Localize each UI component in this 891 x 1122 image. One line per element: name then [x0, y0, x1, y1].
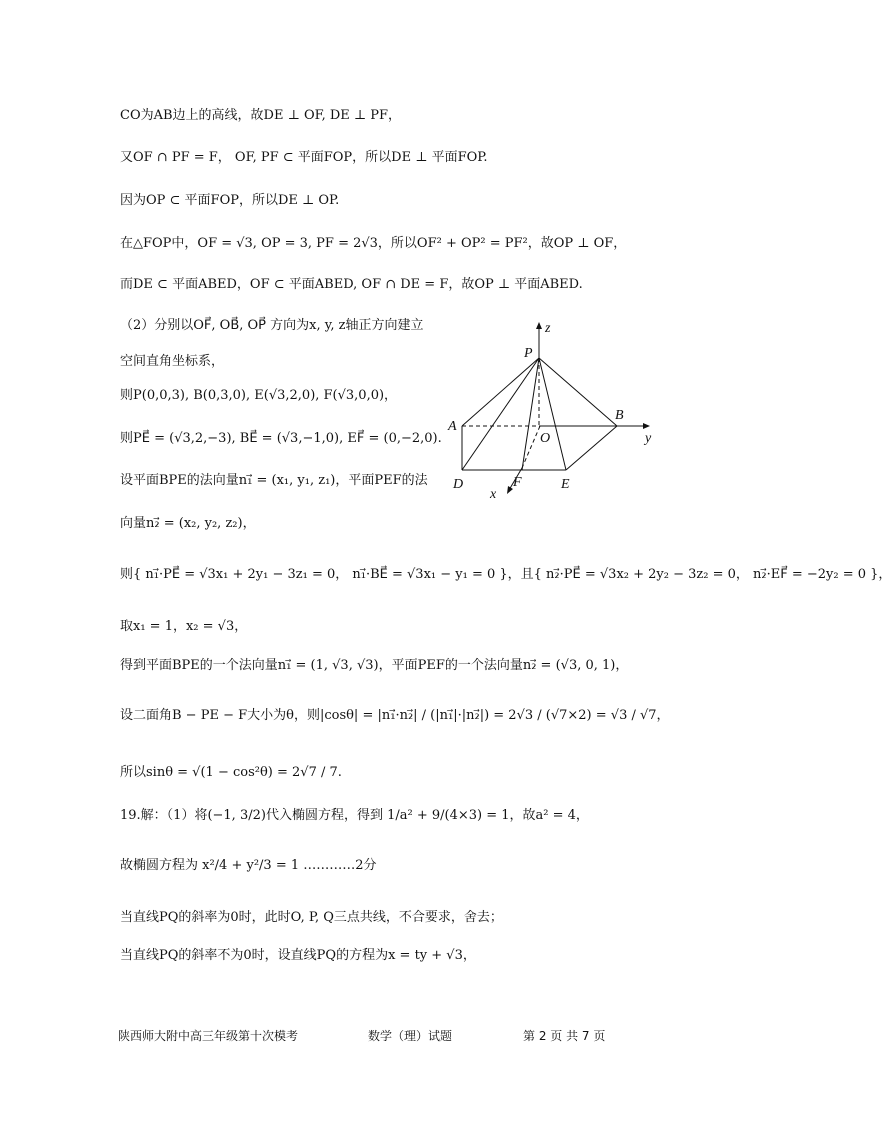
footer-left: 陕西师大附中高三年级第十次模考 — [118, 1029, 299, 1043]
line-5: 而DE ⊂ 平面ABED，OF ⊂ 平面ABED, OF ∩ DE = F，故OP ⊥ 平面ABED. — [120, 277, 583, 292]
label-O: O — [540, 431, 551, 446]
line-18: 故椭圆方程为 x²/4 + y²/3 = 1 …………2分 — [120, 858, 377, 873]
footer-center: 数学（理）试题 — [368, 1029, 453, 1043]
edge-EB — [566, 426, 617, 470]
line-7: 空间直角坐标系， — [120, 354, 225, 369]
label-E: E — [561, 477, 570, 492]
line-14: 得到平面BPE的一个法向量n₁⃗ = (1, √3, √3)，平面PEF的一个法向量n₂⃗ = (√3, 0, 1)， — [120, 658, 629, 673]
line-1: CO为AB边上的高线，故DE ⊥ OF, DE ⊥ PF， — [120, 108, 402, 123]
line-15: 设二面角B − PE − F大小为θ，则|cosθ| = |n₁⃗·n₂⃗| / (|n₁⃗|·|n₂⃗|) = 2√3 / (√7×2) = √3 / √7， — [120, 708, 670, 723]
label-P: P — [524, 346, 533, 361]
line-6: （2）分别以OF⃗, OB⃗, OP⃗ 方向为x, y, z轴正方向建立 — [120, 318, 424, 333]
edge-PB — [539, 358, 617, 426]
edge-PF — [522, 358, 539, 470]
label-z: z — [545, 321, 551, 336]
line-8: 则P(0,0,3), B(0,3,0), E(√3,2,0), F(√3,0,0)， — [120, 388, 398, 403]
line-10: 设平面BPE的法向量n₁⃗ = (x₁, y₁, z₁)，平面PEF的法 — [120, 473, 428, 488]
line-11: 向量n₂⃗ = (x₂, y₂, z₂)， — [120, 516, 256, 531]
label-F: F — [513, 475, 522, 490]
line-19: 当直线PQ的斜率为0时，此时O, P, Q三点共线，不合要求，舍去； — [120, 910, 503, 925]
line-20: 当直线PQ的斜率不为0时，设直线PQ的方程为x = ty + √3， — [120, 948, 476, 963]
line-2: 又OF ∩ PF = F， OF, PF ⊂ 平面FOP，所以DE ⊥ 平面FOP. — [120, 150, 488, 165]
label-A: A — [448, 419, 457, 434]
line-9: 则PE⃗ = (√3,2,−3), BE⃗ = (√3,−1,0), EF⃗ = (0,−2,0). — [120, 431, 442, 446]
line-13: 取x₁ = 1，x₂ = √3， — [120, 619, 248, 634]
line-12: 则{ n₁⃗·PE⃗ = √3x₁ + 2y₁ − 3z₁ = 0， n₁⃗·BE⃗ = √3x₁ − y₁ = 0 }，且{ n₂⃗·PE⃗ = √3x₂ + 2y₂ − 3z₂ = 0， n₂⃗·EF⃗ = −2y₂ = 0 }， — [120, 567, 891, 582]
z-axis-arrow — [536, 322, 542, 329]
footer-right: 第 2 页 共 7 页 — [523, 1029, 606, 1043]
label-x: x — [490, 487, 497, 502]
line-3: 因为OP ⊂ 平面FOP，所以DE ⊥ OP. — [120, 193, 340, 208]
label-D: D — [453, 477, 464, 492]
pyramid-figure — [440, 318, 680, 508]
line-16: 所以sinθ = √(1 − cos²θ) = 2√7 / 7. — [120, 765, 342, 780]
label-B: B — [615, 408, 624, 423]
edge-PE — [539, 358, 566, 470]
edge-PD — [462, 358, 539, 470]
x-axis-hidden — [522, 426, 540, 468]
y-axis-arrow — [643, 423, 650, 429]
edge-PA — [462, 358, 539, 426]
line-17: 19.解：（1）将(−1, 3/2)代入椭圆方程，得到 1/a² + 9/(4×3) = 1，故a² = 4， — [120, 808, 589, 823]
label-y: y — [645, 431, 652, 446]
line-4: 在△FOP中，OF = √3, OP = 3, PF = 2√3，所以OF² + OP² = PF²，故OP ⊥ OF， — [120, 236, 627, 251]
